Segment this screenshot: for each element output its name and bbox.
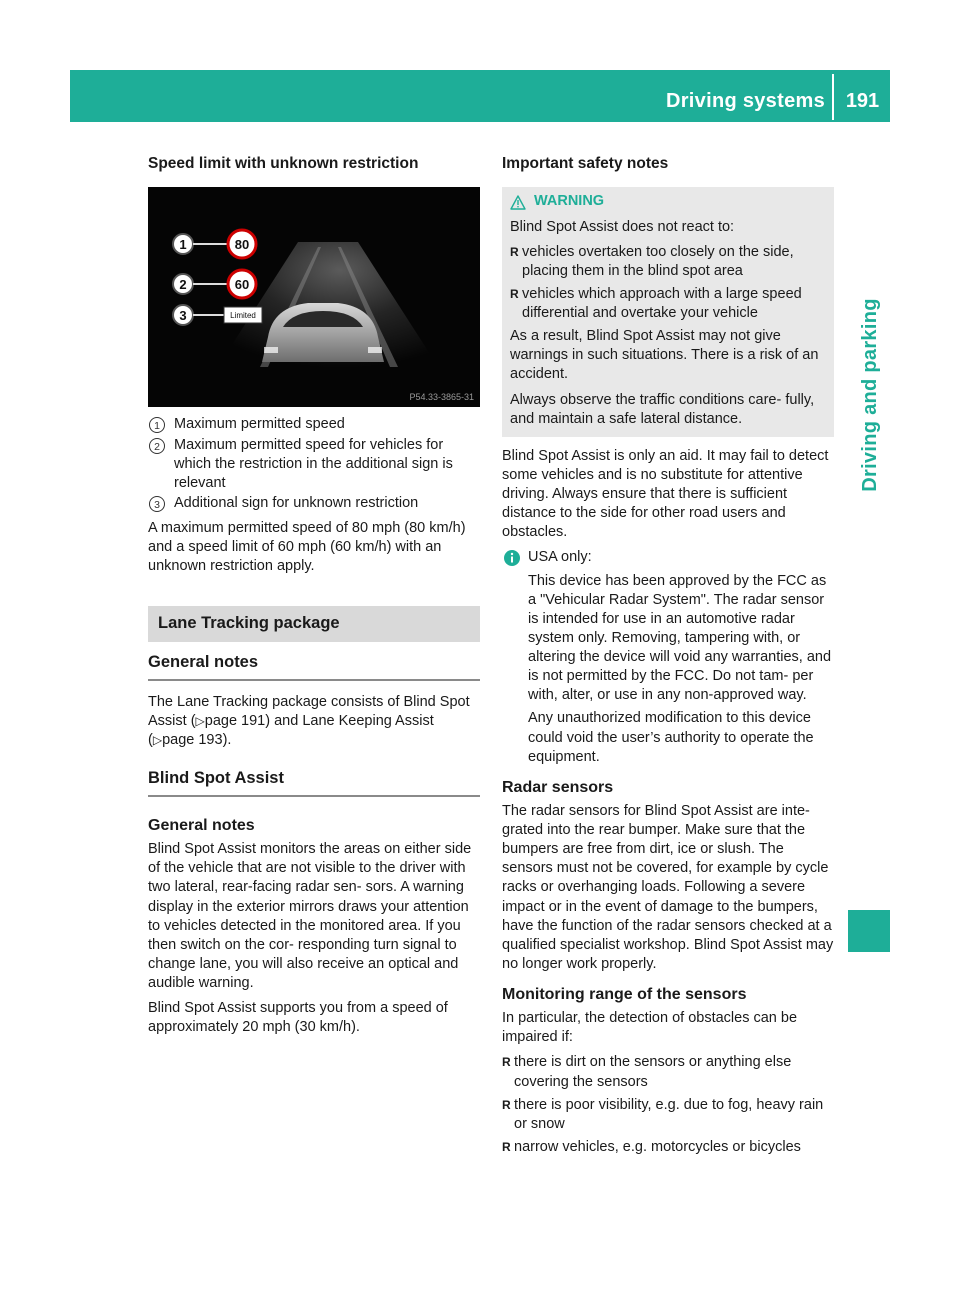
speed-limit-illustration [148, 187, 480, 407]
bsa-general-notes-heading: General notes [148, 817, 255, 835]
blind-spot-assist-heading: Blind Spot Assist [148, 768, 480, 797]
bsa-paragraph-1: Blind Spot Assist monitors the areas on either side of the vehicle that are not visible to the driver with two lateral, rear-facing radar sen- sors. A warning display in the exterior mirrors draws your attention to vehicles detected in the monitored area. If you then switch on the cor- responding turn signal to change lane, you will also receive an optical and audible warning. [148, 841, 472, 992]
bullet-icon: R [510, 244, 519, 259]
warning-triangle-icon [510, 195, 526, 210]
right-column [502, 154, 834, 1161]
legend-text: Additional sign for unknown restriction [174, 494, 419, 511]
safety-notes-heading: Important safety notes [502, 155, 669, 172]
warning-bullet: R vehicles which approach with a large speed differential and overtake your vehicle [510, 285, 826, 323]
svg-text:2: 2 [179, 277, 187, 293]
legend-item-1 [148, 415, 480, 434]
svg-text:3: 3 [154, 498, 160, 511]
callout-number-icon [148, 495, 166, 513]
info-paragraph-1: This device has been approved by the FCC as a "Vehicular Radar System". The radar sensor is intended for use in an automotive radar system only. Removing, tampering with, or altering the device will void any warranties, and is not permitted by the FCC. Do not tam- per with, alter, or use in any non-approved way. [528, 572, 832, 704]
svg-text:2: 2 [154, 440, 160, 453]
info-label: USA only: [528, 549, 592, 566]
speed-limit-figure [148, 187, 480, 407]
monitoring-bullet: R there is poor visibility, e.g. due to fog, heavy rain or snow [502, 1096, 834, 1134]
monitoring-bullet: R there is dirt on the sensors or anything else covering the sensors [502, 1053, 834, 1091]
warning-title [510, 192, 826, 211]
lane-tracking-heading: Lane Tracking package [148, 606, 480, 642]
page-ref-arrow-icon: ▷ [195, 714, 205, 729]
side-tab-marker [848, 910, 890, 952]
callout-number-icon [148, 416, 166, 434]
side-tab-label: Driving and parking [858, 298, 881, 492]
legend-item-2 [148, 436, 480, 493]
speed-sign-80 [228, 230, 256, 258]
limited-sign [224, 307, 262, 323]
page-number: 191 [845, 90, 880, 112]
info-body [528, 548, 834, 770]
page-ref-arrow-icon: ▷ [152, 733, 163, 748]
header-divider [832, 74, 834, 120]
info-block [502, 548, 834, 770]
info-paragraph-2: Any unauthorized modification to this device could void the user’s authority to operate the equipment. [528, 710, 814, 765]
svg-text:Limited: Limited [230, 311, 256, 321]
radar-sensors-heading: Radar sensors [502, 778, 614, 796]
legend-text: Maximum permitted speed [174, 416, 345, 433]
bullet-icon: R [510, 286, 519, 301]
warning-bullet: R vehicles overtaken too closely on the side, placing them in the blind spot area [510, 243, 826, 281]
svg-text:3: 3 [179, 308, 187, 324]
monitoring-range-heading: Monitoring range of the sensors [502, 986, 747, 1004]
bullet-icon: R [502, 1139, 511, 1154]
speed-paragraph: A maximum permitted speed of 80 mph (80 km/h) and a speed limit of 60 mph (60 km/h) with an unknown restriction apply. [148, 520, 466, 575]
page-ref-link-193[interactable]: page 193 [162, 732, 223, 749]
bsa-paragraph-2: Blind Spot Assist supports you from a speed of approximately 20 mph (30 km/h). [148, 1000, 448, 1036]
speed-sign-60 [228, 270, 256, 298]
monitoring-intro: In particular, the detection of obstacles can be impaired if: [502, 1010, 798, 1046]
callout-number-icon [148, 437, 166, 455]
left-column [148, 154, 480, 1043]
figure-code: P54.33-3865-31 [409, 392, 474, 403]
general-notes-heading: General notes [148, 652, 480, 681]
warning-box [502, 187, 834, 436]
warning-label: WARNING [534, 193, 605, 210]
bullet-icon: R [502, 1097, 511, 1112]
legend-item-3 [148, 494, 480, 513]
warning-paragraph-1: As a result, Blind Spot Assist may not give warnings in such situations. There is a risk of an accident. [510, 328, 819, 383]
radar-paragraph: The radar sensors for Blind Spot Assist are inte- grated into the rear bumper. Make sure that the bumpers are free from dirt, ice or slush. The sensors must not be covered, for example by cycle racks or overhanging loads. Following a severe impact or in the event of damage to the bumpers, have the function of the radar sensors checked at a qualified specialist workshop. Blind Spot Assist may no longer work properly. [502, 802, 834, 972]
svg-text:80: 80 [234, 237, 250, 253]
aid-paragraph: Blind Spot Assist is only an aid. It may fail to detect some vehicles and is no substitute for attentive driving. Always ensure that there is sufficient distance to the side for other road users and obstacles. [502, 447, 829, 541]
svg-text:60: 60 [234, 277, 250, 293]
warning-paragraph-2: Always observe the traffic conditions care- fully, and maintain a safe lateral distance. [510, 391, 815, 427]
warning-intro: Blind Spot Assist does not react to: [510, 218, 735, 235]
page-ref-link-191[interactable]: page 191 [204, 713, 266, 730]
svg-text:1: 1 [179, 237, 187, 253]
legend-text: Maximum permitted speed for vehicles for which the restriction in the additional sign is relevant [174, 436, 453, 491]
info-icon [502, 549, 522, 567]
monitoring-bullet: R narrow vehicles, e.g. motorcycles or bicycles [502, 1138, 834, 1157]
page-section-title: Driving systems [665, 90, 825, 112]
speed-limit-heading: Speed limit with unknown restriction [148, 155, 419, 172]
bullet-icon: R [502, 1055, 511, 1070]
lane-tracking-paragraph: The Lane Tracking package consists of Blind Spot Assist (▷page 191) and Lane Keeping Assist (▷page 193). [148, 693, 470, 749]
svg-text:1: 1 [154, 420, 160, 433]
